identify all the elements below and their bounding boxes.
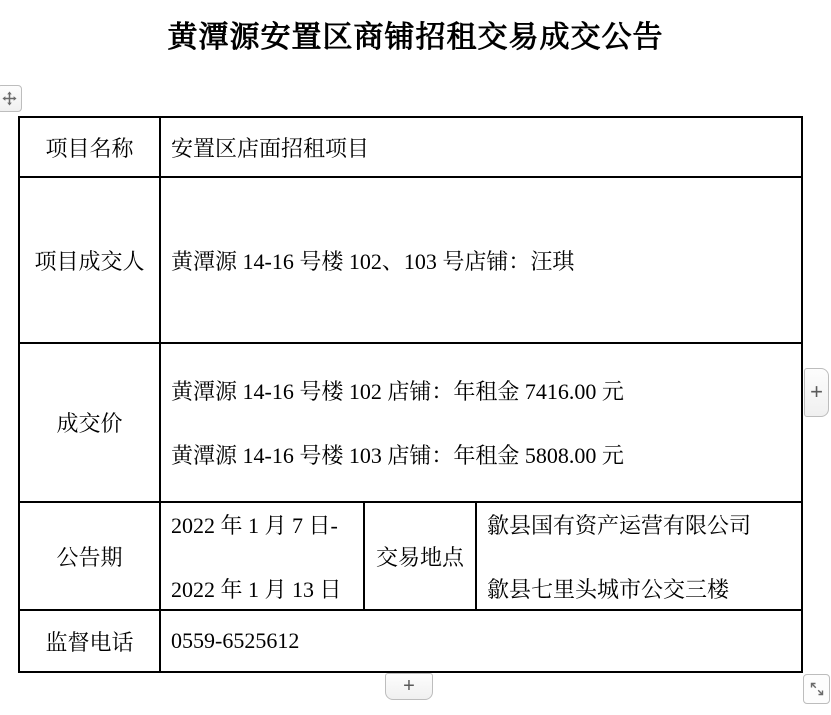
table-row (19, 177, 802, 343)
notice-period-line-2: 2022 年 1 月 13 日 (171, 576, 342, 602)
cell-trade-place-value[interactable] (476, 502, 802, 610)
plus-icon: + (810, 378, 823, 404)
table-row (19, 343, 802, 502)
cell-notice-period-label[interactable]: 公告期 (19, 502, 160, 610)
cell-trade-place-label[interactable]: 交易地点 (364, 502, 476, 610)
cell-project-name-label[interactable]: 项目名称 (19, 117, 160, 177)
deal-price-line-2: 黄潭源 14-16 号楼 103 店铺：年租金 5808.00 元 (171, 443, 624, 468)
deal-price-line-1: 黄潭源 14-16 号楼 102 店铺：年租金 7416.00 元 (171, 379, 624, 404)
cell-winner-value[interactable]: 黄潭源 14-16 号楼 102、103 号店铺：汪琪 (160, 177, 802, 343)
insert-column-button[interactable] (804, 368, 829, 417)
cell-project-name-value[interactable]: 安置区店面招租项目 (160, 117, 802, 177)
table-row (19, 610, 802, 672)
table-resize-handle[interactable] (803, 674, 830, 704)
trade-place-line-1: 歙县国有资产运营有限公司 (487, 512, 752, 538)
insert-row-button[interactable] (385, 673, 433, 700)
cell-supervision-phone-label[interactable]: 监督电话 (19, 610, 160, 672)
trade-place-line-2: 歙县七里头城市公交三楼 (487, 576, 730, 602)
page-title: 黄潭源安置区商铺招租交易成交公告 (167, 21, 664, 54)
resize-icon (809, 681, 825, 697)
table-row (19, 117, 802, 177)
announcement-table (18, 116, 803, 673)
move-icon (2, 91, 17, 106)
cell-deal-price-label[interactable]: 成交价 (19, 343, 160, 502)
table-row (19, 502, 802, 610)
cell-deal-price-value[interactable] (160, 343, 802, 502)
notice-period-line-1: 2022 年 1 月 7 日- (171, 512, 338, 538)
plus-icon: + (403, 674, 415, 697)
table-move-handle[interactable] (0, 85, 22, 112)
cell-winner-label[interactable]: 项目成交人 (19, 177, 160, 343)
cell-notice-period-value[interactable] (160, 502, 364, 610)
cell-supervision-phone-value[interactable]: 0559-6525612 (160, 610, 802, 672)
